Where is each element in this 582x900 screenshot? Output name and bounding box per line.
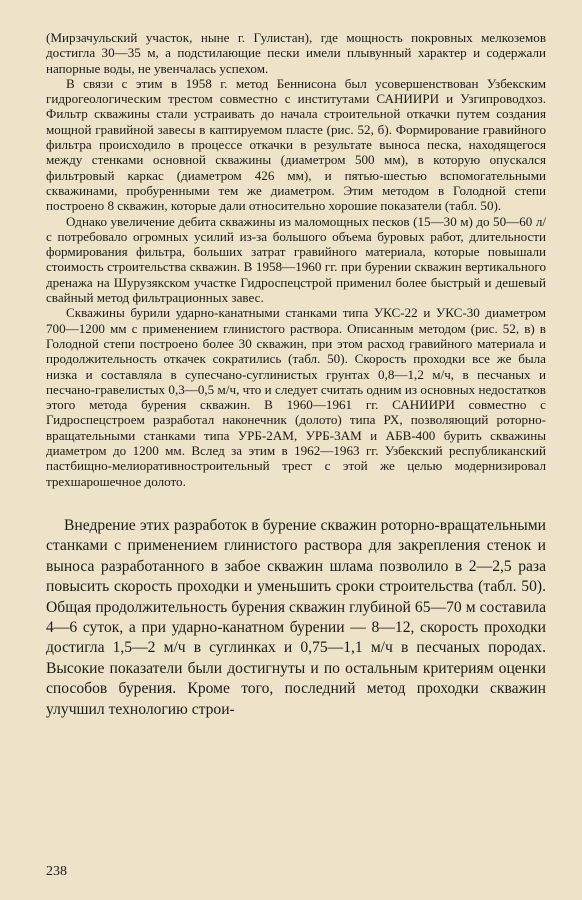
paragraph-drilling-rigs: Скважины бурили ударно-канатными станками типа УКС-22 и УКС-30 диаметром 700—1200 мм с применением глинистого раствора. Описанным методом (рис. 52, в) в Голодной степи построено более 30 скважин, при этом расход гравийного материала и продолжительность откачек сократились (табл. 50). Скорость проходки все же была низка и составляла в супесчано-суглинистых грунтах 0,8—1,2 м/ч, в песчаных и песчано-гравелистых 0,3—0,5 м/ч, что и следует считать одним из основных недостатков этого метода бурения скважин. В 1960—1961 гг. САНИИРИ совместно с Гидроспецстроем разработал наконечник (долото) типа РХ, позволяющий роторно-вращательными станками типа УРБ-2АМ, УРБ-3АМ и АБВ-400 бурить скважины диаметром до 1200 мм. Вслед за этим в 1962—1963 гг. Узбекский республиканский пастбищно-мелиоративностроительный трест с этой же целью модернизировал трехшарошечное долото. bbox=[46, 305, 546, 489]
page-number: 238 bbox=[46, 864, 67, 879]
page-body bbox=[46, 30, 546, 720]
paragraph-continuation: (Мирзачульский участок, ныне г. Гулистан), где мощность покровных мелкоземов достигла 30—35 м, а подстилающие пески имели плывунный характер и содержали напорные воды, не увенчалась успехом. bbox=[46, 30, 546, 76]
main-text-section bbox=[46, 516, 546, 720]
paragraph-debit-increase: Однако увеличение дебита скважины из маломощных песков (15—30 м) до 50—60 л/с потребовало огромных усилий из-за большого объема буровых работ, длительности формирования фильтра, больших затрат гравийного материала, которые повышали стоимость строительства скважин. В 1958—1960 гг. при бурении скважин вертикального дренажа на Шурузякском участке Гидроспецстрой применил более быстрый и дешевый свайный метод фильтрационных завес. bbox=[46, 213, 546, 306]
small-print-section bbox=[46, 30, 546, 489]
paragraph-implementation: Внедрение этих разработок в бурение скважин роторно-вращательными станками с применением глинистого раствора для закрепления стенок и выноса разработанного в забое скважин шлама позволило в 2—2,5 раза повысить скорость проходки и уменьшить сроки строительства (табл. 50). Общая продолжительность бурения скважин глубиной 65—70 м составила 4—6 суток, а при ударно-канатном бурении — 8—12, скорость проходки достигла 1,5—2 м/ч в суглинках и 0,75—1,1 м/ч в песчаных породах. Высокие показатели были достигнуты и по остальным критериям оценки способов бурения. Кроме того, последний метод проходки скважин улучшил технологию строи- bbox=[46, 516, 546, 718]
paragraph-bennison-method: В связи с этим в 1958 г. метод Беннисона был усовершенствован Узбекским гидрогеологическим трестом совместно с институтами САНИИРИ и Узгипроводхоз. Фильтр скважины стали устраивать до начала строительной откачки путем создания мощной гравийной завесы в каптируемом пласте (рис. 52, б). Формирование гравийного фильтра происходило в процессе откачки в результате выноса песка, находящегося между стенками основной скважины (диаметром 500 мм), в которую опускался фильтровый каркас (диаметром 426 мм), и пятью-шестью вспомогательными скважинами, пробуренными тем же диаметром. Этим методом в Голодной степи построено 8 скважин, которые дали относительно хорошие показатели (табл. 50). bbox=[46, 75, 546, 214]
section-gap bbox=[46, 489, 546, 516]
